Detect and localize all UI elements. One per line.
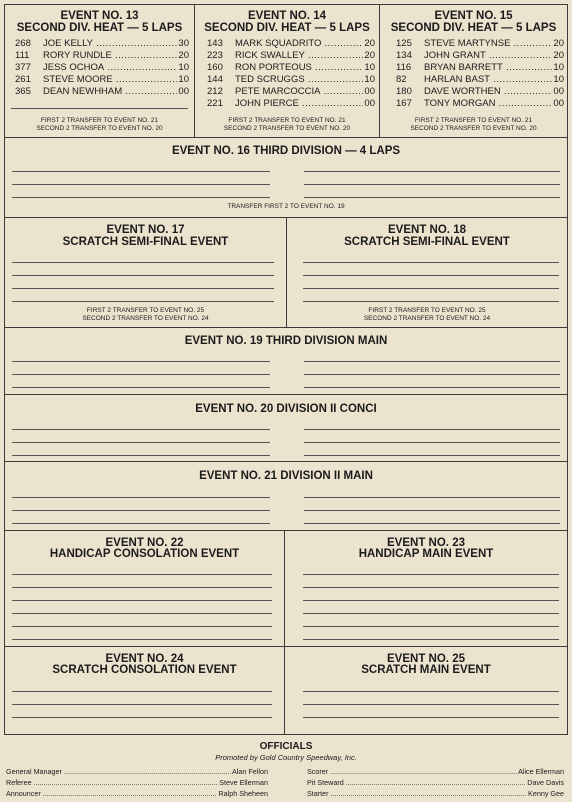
- result-line: [12, 361, 270, 362]
- event-18-transfer-1: FIRST 2 TRANSFER TO EVENT NO. 25: [368, 307, 486, 314]
- points: 20: [553, 38, 564, 49]
- entry-row: [15, 62, 189, 74]
- official-row: [307, 789, 564, 799]
- car-number: 143: [207, 38, 223, 49]
- car-number: 111: [15, 50, 30, 61]
- result-line: [303, 275, 559, 276]
- points: 00: [364, 98, 375, 109]
- result-line: [12, 429, 270, 430]
- result-line: [303, 301, 559, 302]
- official-row: [307, 767, 564, 777]
- event-23-title: EVENT NO. 23: [387, 537, 465, 549]
- result-line: [12, 523, 270, 524]
- points: 20: [364, 50, 375, 61]
- entry-row: [15, 86, 189, 98]
- event-18-transfer-2: SECOND 2 TRANSFER TO EVENT NO. 24: [363, 315, 491, 322]
- result-line: [12, 510, 270, 511]
- event-22-subtitle: HANDICAP CONSOLATION EVENT: [49, 548, 240, 560]
- driver-name: RON PORTEOUS .....: [235, 62, 375, 74]
- event-22-title: EVENT NO. 22: [105, 537, 184, 549]
- points: 30: [178, 38, 189, 49]
- result-line: [304, 361, 560, 362]
- event-16-box: [4, 137, 568, 218]
- points: 20: [178, 50, 189, 61]
- official-name: Steve Ellerman: [219, 778, 268, 787]
- car-number: 377: [15, 62, 31, 73]
- event-14-box: [194, 4, 380, 138]
- event-15-box: [379, 4, 568, 138]
- result-line: [303, 587, 559, 588]
- entry-row: [396, 86, 564, 98]
- event-20-title: EVENT NO. 20 DIVISION II CONCI: [195, 403, 377, 415]
- driver-name: HARLAN BAST .....: [424, 74, 564, 86]
- entry-row: [15, 50, 189, 62]
- result-line: [304, 523, 560, 524]
- points: 10: [553, 74, 564, 85]
- result-line: [12, 387, 270, 388]
- driver-name: MARK SQUADRITO .....: [235, 38, 375, 50]
- entry-row: [15, 74, 189, 86]
- entry-row: [396, 98, 564, 110]
- driver-name: PETE MARCOCCIA .....: [235, 86, 375, 98]
- official-role: Starter .....: [307, 789, 564, 799]
- event-13-divider: [11, 108, 188, 109]
- event-18-subtitle: SCRATCH SEMI-FINAL EVENT: [344, 236, 510, 248]
- car-number: 180: [396, 86, 412, 97]
- event-13-transfer-2: SECOND 2 TRANSFER TO EVENT NO. 20: [36, 125, 163, 132]
- official-row: [6, 767, 268, 777]
- driver-name: JOHN GRANT .....: [424, 50, 564, 62]
- result-line: [303, 262, 559, 263]
- car-number: 212: [207, 86, 223, 97]
- result-line: [303, 717, 559, 718]
- driver-name: JOHN PIERCE .....: [235, 98, 375, 110]
- result-line: [12, 442, 270, 443]
- event-14-subtitle: SECOND DIV. HEAT — 5 LAPS: [204, 22, 370, 34]
- entry-row: [396, 50, 564, 62]
- points: 10: [364, 74, 375, 85]
- driver-name: RORY RUNDLE .....: [43, 50, 189, 62]
- event-14-title: EVENT NO. 14: [248, 10, 326, 22]
- car-number: 167: [396, 98, 412, 109]
- event-20-box: [4, 394, 568, 462]
- event-23-box: [284, 530, 568, 647]
- car-number: 365: [15, 86, 31, 97]
- entry-row: [207, 38, 375, 50]
- official-name: Dave Davis: [527, 778, 564, 787]
- points: 00: [553, 86, 564, 97]
- entry-row: [396, 74, 564, 86]
- event-13-title: EVENT NO. 13: [60, 10, 139, 22]
- event-25-box: [284, 646, 568, 735]
- result-line: [303, 600, 559, 601]
- event-14-transfer-2: SECOND 2 TRANSFER TO EVENT NO. 20: [223, 125, 351, 132]
- result-line: [304, 429, 560, 430]
- result-line: [12, 600, 272, 601]
- driver-name: JOE KELLY .....: [43, 38, 189, 50]
- event-18-title: EVENT NO. 18: [388, 224, 466, 236]
- result-line: [12, 691, 272, 692]
- event-16-transfer: TRANSFER FIRST 2 TO EVENT NO. 19: [227, 203, 345, 210]
- event-13-box: [4, 4, 195, 138]
- official-role: Referee .....: [6, 778, 268, 788]
- car-number: 261: [15, 74, 31, 85]
- event-17-transfer-2: SECOND 2 TRANSFER TO EVENT NO. 24: [82, 315, 209, 322]
- result-line: [12, 639, 272, 640]
- event-25-subtitle: SCRATCH MAIN EVENT: [361, 664, 491, 676]
- driver-name: DAVE WORTHEN .....: [424, 86, 564, 98]
- result-line: [12, 275, 274, 276]
- car-number: 268: [15, 38, 31, 49]
- entry-row: [15, 38, 189, 50]
- event-21-box: [4, 461, 568, 531]
- car-number: 116: [396, 62, 412, 73]
- event-15-transfer-2: SECOND 2 TRANSFER TO EVENT NO. 20: [410, 125, 537, 132]
- entry-row: [207, 74, 375, 86]
- event-16-title: EVENT NO. 16 THIRD DIVISION — 4 LAPS: [171, 145, 401, 157]
- driver-name: JESS OCHOA .....: [43, 62, 189, 74]
- event-24-title: EVENT NO. 24: [105, 653, 184, 665]
- event-13-transfer-1: FIRST 2 TRANSFER TO EVENT NO. 21: [40, 117, 159, 124]
- driver-name: RICK SWALLEY .....: [235, 50, 375, 62]
- car-number: 223: [207, 50, 223, 61]
- result-line: [12, 704, 272, 705]
- official-name: Alan Fellon: [232, 767, 268, 776]
- entry-row: [207, 62, 375, 74]
- entry-row: [207, 98, 375, 110]
- driver-name: TONY MORGAN .....: [424, 98, 564, 110]
- car-number: 125: [396, 38, 412, 49]
- driver-name: TED SCRUGGS .....: [235, 74, 375, 86]
- result-line: [12, 626, 272, 627]
- points: 10: [178, 74, 189, 85]
- official-role: Announcer .....: [6, 789, 268, 799]
- officials-heading: OFFICIALS: [259, 741, 313, 752]
- driver-name: STEVE MARTYNSE .....: [424, 38, 564, 50]
- official-row: [6, 778, 268, 788]
- points: 10: [553, 62, 564, 73]
- car-number: 144: [207, 74, 223, 85]
- result-line: [12, 197, 270, 198]
- result-line: [303, 626, 559, 627]
- entry-row: [207, 86, 375, 98]
- result-line: [12, 717, 272, 718]
- entry-row: [207, 50, 375, 62]
- event-24-subtitle: SCRATCH CONSOLATION EVENT: [52, 664, 237, 676]
- points: 20: [364, 38, 375, 49]
- points: 20: [553, 50, 564, 61]
- result-line: [303, 704, 559, 705]
- result-line: [304, 455, 560, 456]
- official-row: [307, 778, 564, 788]
- result-line: [304, 184, 560, 185]
- event-15-transfer-1: FIRST 2 TRANSFER TO EVENT NO. 21: [414, 117, 533, 124]
- result-line: [304, 171, 560, 172]
- result-line: [304, 374, 560, 375]
- result-line: [304, 497, 560, 498]
- event-15-subtitle: SECOND DIV. HEAT — 5 LAPS: [390, 22, 557, 34]
- points: 10: [178, 62, 189, 73]
- car-number: 160: [207, 62, 223, 73]
- event-17-box: [4, 217, 287, 328]
- event-17-transfer-1: FIRST 2 TRANSFER TO EVENT NO. 25: [86, 307, 205, 314]
- result-line: [12, 301, 274, 302]
- result-line: [12, 587, 272, 588]
- result-line: [12, 497, 270, 498]
- result-line: [303, 613, 559, 614]
- official-row: [6, 789, 268, 799]
- result-line: [304, 510, 560, 511]
- result-line: [304, 442, 560, 443]
- result-line: [12, 171, 270, 172]
- event-15-title: EVENT NO. 15: [434, 10, 513, 22]
- event-18-box: [286, 217, 568, 328]
- points: 10: [364, 62, 375, 73]
- result-line: [12, 455, 270, 456]
- car-number: 82: [396, 74, 407, 85]
- result-line: [12, 262, 274, 263]
- event-14-transfer-1: FIRST 2 TRANSFER TO EVENT NO. 21: [228, 117, 346, 124]
- points: 00: [178, 86, 189, 97]
- event-17-subtitle: SCRATCH SEMI-FINAL EVENT: [62, 236, 229, 248]
- result-line: [12, 613, 272, 614]
- entry-row: [396, 62, 564, 74]
- car-number: 134: [396, 50, 412, 61]
- result-line: [12, 574, 272, 575]
- event-23-subtitle: HANDICAP MAIN EVENT: [358, 548, 494, 560]
- result-line: [303, 288, 559, 289]
- event-25-title: EVENT NO. 25: [387, 653, 465, 665]
- points: 00: [364, 86, 375, 97]
- points: 00: [553, 98, 564, 109]
- event-22-box: [4, 530, 285, 647]
- result-line: [303, 691, 559, 692]
- result-line: [303, 574, 559, 575]
- event-13-subtitle: SECOND DIV. HEAT — 5 LAPS: [16, 22, 183, 34]
- driver-name: STEVE MOORE .....: [43, 74, 189, 86]
- result-line: [303, 639, 559, 640]
- officials-promoter: Promoted by Gold Country Speedway, Inc.: [215, 753, 357, 762]
- event-19-box: [4, 327, 568, 395]
- driver-name: DEAN NEWHHAM .....: [43, 86, 189, 98]
- result-line: [12, 374, 270, 375]
- official-role: Scorer .....: [307, 767, 564, 777]
- result-line: [12, 288, 274, 289]
- result-line: [12, 184, 270, 185]
- entry-row: [396, 38, 564, 50]
- official-name: Kenny Gee: [528, 789, 564, 798]
- car-number: 221: [207, 98, 223, 109]
- event-21-title: EVENT NO. 21 DIVISION II MAIN: [199, 470, 373, 482]
- official-name: Alice Ellerman: [518, 767, 564, 776]
- official-name: Ralph Sheheen: [218, 789, 268, 798]
- official-role: Pit Steward .....: [307, 778, 564, 788]
- result-line: [304, 387, 560, 388]
- driver-name: BRYAN BARRETT .....: [424, 62, 564, 74]
- result-line: [304, 197, 560, 198]
- event-17-title: EVENT NO. 17: [106, 224, 185, 236]
- event-19-title: EVENT NO. 19 THIRD DIVISION MAIN: [184, 335, 388, 347]
- event-24-box: [4, 646, 285, 735]
- official-role: General Manager .....: [6, 767, 268, 777]
